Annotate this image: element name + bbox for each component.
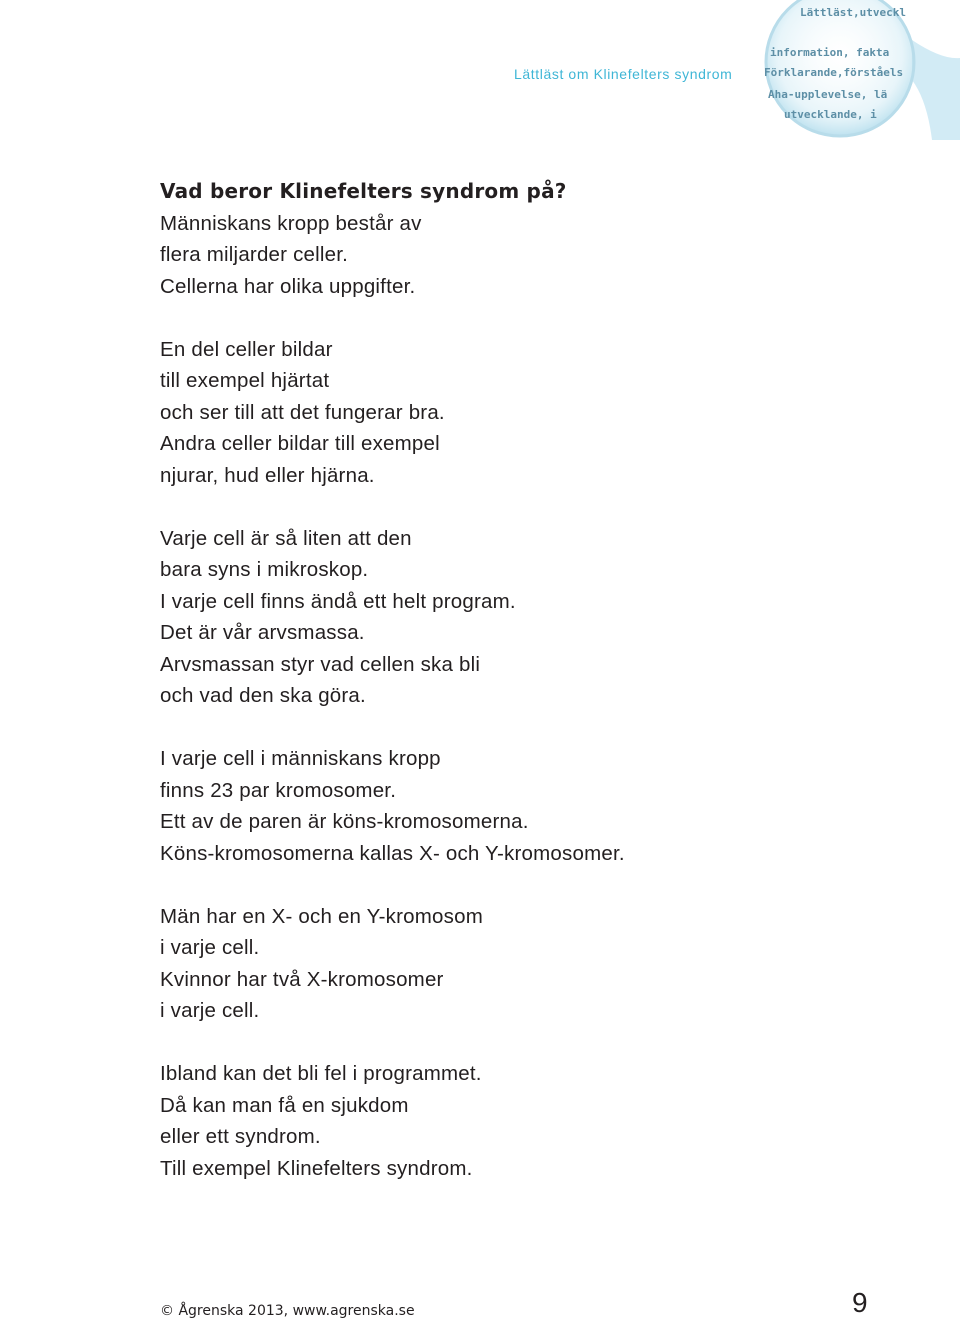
text-line: Till exempel Klinefelters syndrom. xyxy=(160,1156,473,1180)
text-line: Andra celler bildar till exempel xyxy=(160,432,440,455)
text-line: I varje cell finns ändå ett helt program. xyxy=(160,589,516,613)
text-line: och vad den ska göra. xyxy=(160,684,366,707)
illustration-text-line: Lättläst,utveckl xyxy=(800,6,906,19)
paragraph xyxy=(160,523,840,712)
article-body xyxy=(160,176,840,1216)
text-line: En del celler bildar xyxy=(160,337,333,361)
illustration-text-line: information, fakta xyxy=(770,46,890,59)
text-line: Köns-kromosomerna kallas X- och Y-kromosomer. xyxy=(160,841,625,865)
text-line: eller ett syndrom. xyxy=(160,1125,321,1148)
text-line: Ett av de paren är köns-kromosomerna. xyxy=(160,810,529,833)
footer-copyright: © Ågrenska 2013, www.agrenska.se xyxy=(160,1303,415,1319)
text-line: bara syns i mikroskop. xyxy=(160,558,369,581)
text-line: Kvinnor har två X-kromosomer xyxy=(160,967,444,991)
text-line: i varje cell. xyxy=(160,936,260,959)
text-line: Det är vår arvsmassa. xyxy=(160,621,365,644)
illustration-text-line: Aha-upplevelse, lä xyxy=(768,88,888,101)
magnifier-text-illustration xyxy=(742,0,960,140)
text-line: Arvsmassan styr vad cellen ska bli xyxy=(160,652,481,676)
text-line: Då kan man få en sjukdom xyxy=(160,1093,409,1117)
paragraph xyxy=(160,1058,840,1184)
text-line: och ser till att det fungerar bra. xyxy=(160,400,445,424)
text-line: finns 23 par kromosomer. xyxy=(160,778,397,802)
text-line: I varje cell i människans kropp xyxy=(160,747,441,770)
illustration-text-line: utvecklande, i xyxy=(784,108,877,121)
text-line: njurar, hud eller hjärna. xyxy=(160,463,375,487)
page-number: 9 xyxy=(852,1287,868,1318)
illustration-text-line: Förklarande,förståels xyxy=(764,66,904,79)
paragraph xyxy=(160,743,840,869)
text-line: flera miljarder celler. xyxy=(160,243,349,266)
text-line: i varje cell. xyxy=(160,999,260,1022)
text-line: Ibland kan det bli fel i programmet. xyxy=(160,1062,482,1085)
text-line: Människans kropp består av xyxy=(160,211,422,235)
article-heading: Vad beror Klinefelters syndrom på? xyxy=(160,179,567,203)
article-paragraphs xyxy=(160,208,840,1185)
text-line: Män har en X- och en Y-kromosom xyxy=(160,904,483,928)
paragraph xyxy=(160,334,840,492)
text-line: till exempel hjärtat xyxy=(160,369,330,392)
text-line: Varje cell är så liten att den xyxy=(160,526,412,550)
running-header-title: Lättläst om Klinefelters syndrom xyxy=(514,66,733,82)
paragraph xyxy=(160,901,840,1027)
text-line: Cellerna har olika uppgifter. xyxy=(160,274,416,298)
paragraph xyxy=(160,208,840,303)
